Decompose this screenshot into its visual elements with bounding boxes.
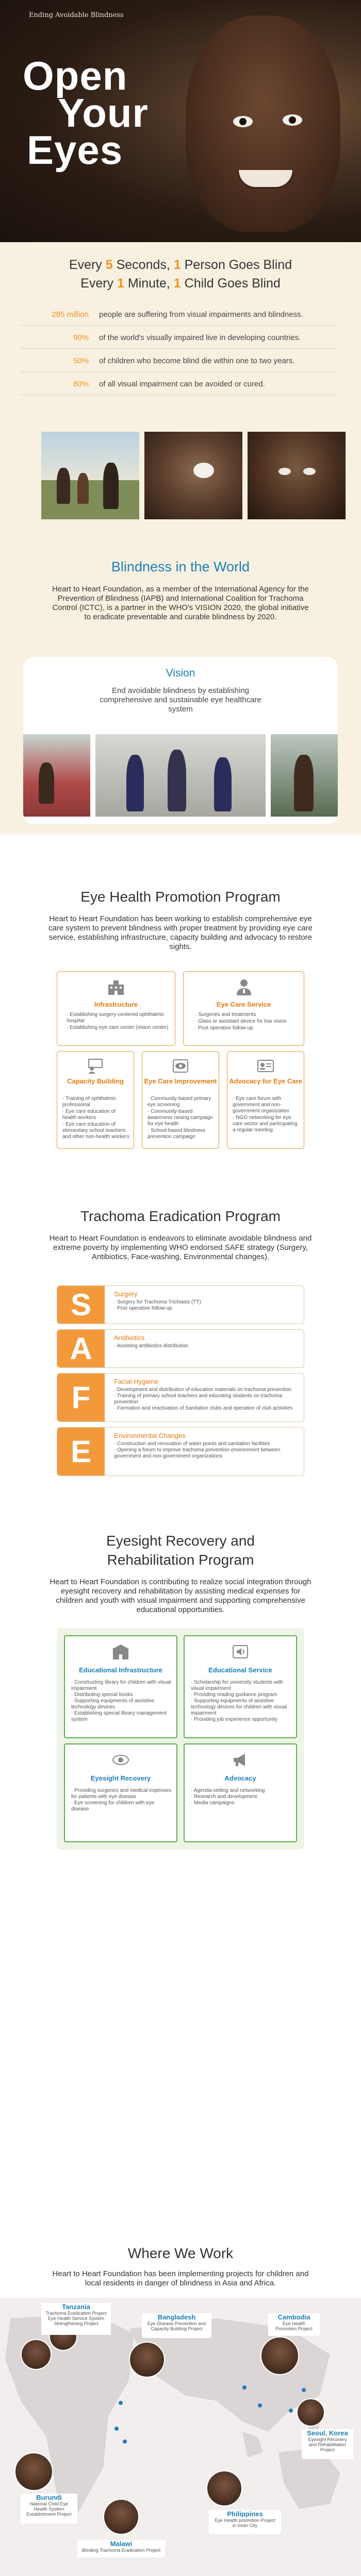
eye-icon xyxy=(111,1751,130,1769)
country-name: Burundi xyxy=(36,2494,62,2501)
stat-value: 90% xyxy=(73,333,89,342)
photo-village-children xyxy=(41,432,139,519)
country-project: Eye Health xyxy=(282,2321,306,2326)
recovery-text: Heart to Heart Foundation is contributing to realize social integration through eyesight recovery and rehabilitation by assisting medical expenses for children and youth with visual impairment and supporting comprehensive educational opportunities. xyxy=(50,1578,311,1614)
country-project: Establishment Project xyxy=(26,2512,72,2517)
promotion-card-infrastructure xyxy=(57,971,175,1046)
list-item: · Establishing special library management system xyxy=(71,1710,167,1722)
card-list xyxy=(191,1788,292,1806)
list-item: · Eye care forum with government and non-government organization xyxy=(233,1096,290,1114)
country-name: Philippines xyxy=(227,2510,263,2518)
country-name: Malawi xyxy=(110,2540,133,2548)
country-project: Trachoma Eradication Project xyxy=(45,2311,107,2316)
card-title: Educational Infrastructure xyxy=(79,1666,162,1674)
country-philippines xyxy=(209,2510,281,2534)
vision-photo-center xyxy=(95,734,266,817)
safe-head: Environmental Changes xyxy=(114,1432,186,1439)
country-seoul-korea xyxy=(302,2429,353,2459)
list-item: · Providing surgeries and medical expenses for patients with eye disease xyxy=(71,1788,171,1800)
stat-text: people are suffering from visual impairments and blindness. xyxy=(99,310,303,319)
card-title: Capacity Building xyxy=(67,1077,124,1085)
card-title: Advocacy xyxy=(224,1774,256,1782)
list-item: · Research and development xyxy=(191,1794,257,1800)
pin-tanzania xyxy=(119,2401,123,2405)
list-item: · Surgeries and treatments xyxy=(195,1012,256,1018)
vision-title: Vision xyxy=(166,667,195,679)
country-project: and Rehabilitation xyxy=(308,2442,347,2447)
trachoma-title: Trachoma Eradication Program xyxy=(80,1208,281,1224)
list-item: · Training of ophthalmic professional xyxy=(62,1096,116,1108)
card-list xyxy=(62,1096,130,1141)
card-list xyxy=(71,1680,172,1723)
pin-malawi xyxy=(123,2439,127,2444)
bangladesh-photo xyxy=(129,2342,165,2378)
building-icon xyxy=(111,1642,130,1661)
card-title: Eye Care Service xyxy=(216,1001,271,1008)
country-project: Eye Health Service System xyxy=(47,2316,105,2321)
card-title: Infrastructure xyxy=(94,1001,138,1008)
list-item: · School-based blindness prevention campaign xyxy=(147,1128,206,1140)
pin-cambodia xyxy=(258,2403,262,2408)
hero-banner xyxy=(0,0,361,242)
list-item: · Glass or assistant device for low vision xyxy=(195,1019,287,1024)
cambodia-photo xyxy=(260,2336,299,2375)
safe-head: Antibiotics xyxy=(114,1334,145,1342)
country-burundi xyxy=(21,2494,77,2523)
hero-title-line-1: Open xyxy=(23,53,128,98)
safe-head: Facial Hygiene xyxy=(114,1378,158,1385)
country-project: Eye Disease Prevention and xyxy=(147,2321,206,2326)
stat-value: 285 million xyxy=(52,310,89,319)
vision-photo-right xyxy=(271,734,338,817)
burundi-photo xyxy=(14,2452,53,2491)
list-item: · Construction and renovation of water points and sanitation facilities xyxy=(114,1441,270,1447)
photo-child-closeup xyxy=(248,432,346,519)
where-text: Heart to Heart Foundation has been implementing projects for children and local residents in danger of blindness in Asia and Africa. xyxy=(52,2269,309,2287)
safe-head: Surgery xyxy=(114,1290,138,1298)
list-item: · Scholarship for university students with visual impairment xyxy=(191,1680,283,1691)
list-item: · Development and distribution of education materials on trachoma prevention xyxy=(114,1387,292,1393)
promotion-card-capacity-building xyxy=(57,1051,134,1149)
malawi-photo xyxy=(103,2499,139,2535)
card-list xyxy=(147,1096,216,1141)
philippines-photo xyxy=(206,2470,242,2506)
recovery-title-line-1: Eyesight Recovery and xyxy=(106,1533,255,1549)
recovery-card-educational-service xyxy=(184,1635,297,1738)
safe-letter: A xyxy=(57,1330,105,1367)
pin-bangladesh xyxy=(242,2385,247,2389)
safe-letter: F xyxy=(57,1374,105,1421)
hero-title-line-2: Your xyxy=(58,90,149,135)
recovery-card-grid xyxy=(57,1628,304,1850)
country-project: National Child Eye xyxy=(29,2501,69,2506)
card-title: Advocacy for Eye Care xyxy=(229,1077,302,1085)
country-project: Promotion Project xyxy=(275,2326,313,2331)
doctor-icon xyxy=(235,978,253,996)
tanzania-photo xyxy=(21,2339,52,2370)
speaker-icon xyxy=(231,1642,250,1661)
hero-eye-right xyxy=(283,114,302,126)
promotion-card-advocacy xyxy=(227,1051,304,1149)
blindness-world-text: Heart to Heart Foundation, as a member of the International Agency for the Prevention of Blindness (IAPB) and International Coalition for Trachoma Control (ICTC), is a partner in the WHO's VISION 2020, the global initiative to eradicate preventable and curable blindness by 2020. xyxy=(52,585,309,621)
trachoma-text: Heart to Heart Foundation is endeavors to eliminate avoidable blindness and extreme poverty by implementing WHO endorsed SAFE strategy (Surgery, Antibiotics, Face-washing, Environmental changes). xyxy=(49,1234,312,1261)
hero-title-line-3: Eyes xyxy=(27,127,123,173)
stat-value: 50% xyxy=(73,357,89,365)
safe-list xyxy=(114,1343,297,1349)
safe-list xyxy=(114,1299,297,1312)
country-project: Eye Health promotion Project xyxy=(215,2518,275,2523)
safe-list xyxy=(114,1387,297,1412)
safe-letter: S xyxy=(57,1286,105,1324)
recovery-card-eyesight-recovery xyxy=(64,1743,177,1842)
list-item: · Post operative follow-up xyxy=(195,1025,253,1031)
card-list xyxy=(233,1096,301,1134)
country-tanzania xyxy=(41,2303,111,2335)
blindness-world-title: Blindness in the World xyxy=(111,559,250,574)
stat-text: of the world's visually impaired live in developing countries. xyxy=(99,333,301,342)
pin-philippines xyxy=(289,2409,293,2413)
hero-eye-left xyxy=(233,116,253,127)
safe-row-environmental-changes xyxy=(57,1427,304,1476)
stat-text: of all visual impairment can be avoided or cured. xyxy=(99,380,265,388)
teacher-icon xyxy=(86,1057,105,1075)
country-name: Cambodia xyxy=(277,2313,310,2321)
eye-icon xyxy=(171,1057,190,1075)
list-item: · Surgery for Trachoma Trichiasis (TT) xyxy=(114,1299,201,1305)
list-item: · Eye care education of elementary school teachers and other non-health workers xyxy=(62,1122,130,1140)
world-map xyxy=(0,2298,361,2576)
list-item: · Establishing eye care center (vision center) xyxy=(67,1025,169,1030)
safe-list xyxy=(114,1441,297,1460)
list-item: · Community-based awareness raising campaign for eye health xyxy=(147,1109,213,1127)
list-item: · Eye screening for children with eye disease xyxy=(71,1800,155,1812)
country-cambodia xyxy=(268,2313,320,2336)
country-project: Health System xyxy=(34,2506,64,2512)
list-item: · Post operative follow-up xyxy=(114,1306,172,1311)
card-title: Eye Care Improvement xyxy=(144,1077,217,1085)
promotion-text: Heart to Heart Foundation has been working to establish comprehensive eye care system to prevent blindness with proper treatment by providing eye care service, establishing infrastructure, capacity building and advocacy to restore sights. xyxy=(48,914,313,951)
list-item: · Assisting antibiotics distribution xyxy=(114,1343,188,1349)
where-title: Where We Work xyxy=(127,2245,234,2261)
country-project: in Inner City xyxy=(232,2523,258,2528)
card-list xyxy=(71,1788,172,1812)
card-title: Educational Service xyxy=(208,1666,272,1674)
list-item: · Formation and reactivation of Sanitation clubs and operation of club activities xyxy=(114,1405,293,1411)
list-item: · Providing job experience opportunity xyxy=(191,1717,277,1722)
safe-row-surgery xyxy=(57,1285,304,1324)
list-item: · NGO networking for eye care sector and participating a regular meeting xyxy=(233,1115,298,1133)
country-malawi xyxy=(77,2540,165,2557)
list-item: · Agenda-setting and networking xyxy=(191,1788,265,1793)
list-item: · Eye care education of health workers xyxy=(62,1109,116,1121)
country-bangladesh xyxy=(142,2313,211,2338)
safe-row-antibiotics xyxy=(57,1329,304,1368)
list-item: · Community-based primary eye screening xyxy=(147,1096,211,1108)
card-list xyxy=(195,1012,298,1032)
recovery-card-educational-infrastructure xyxy=(64,1635,177,1738)
country-name: Seoul, Korea xyxy=(307,2429,348,2437)
stat-row xyxy=(21,328,335,349)
recovery-title-line-2: Rehabilitation Program xyxy=(107,1552,254,1568)
card-title: Eyesight Recovery xyxy=(90,1774,151,1782)
stat-row xyxy=(21,351,335,372)
promotion-card-eye-care-improvement xyxy=(142,1051,219,1149)
recovery-card-advocacy xyxy=(184,1743,297,1842)
list-item: · Constructing library for children with visual impairment xyxy=(71,1680,171,1691)
country-project: Capacity Building Project xyxy=(151,2326,203,2331)
stat-text: of children who become blind die within one to two years. xyxy=(99,357,295,365)
stat-headline-1: Every 5 Seconds, 1 Person Goes Blind xyxy=(69,258,292,272)
vision-photo-left xyxy=(23,734,90,817)
stat-value: 80% xyxy=(73,380,89,388)
vision-box xyxy=(23,657,338,824)
country-name: Tanzania xyxy=(62,2303,90,2311)
list-item: · Opening a forum to improve trachoma prevention environment between government and non-government organizations xyxy=(114,1447,281,1459)
hero-child-photo xyxy=(186,15,340,232)
list-item: · Training of primary school teachers and educating students on trachoma prevention xyxy=(114,1393,283,1405)
country-project: Blinding Trachoma Eradication Project xyxy=(81,2548,161,2553)
vision-text: End avoidable blindness by establishing comprehensive and sustainable eye healthcare system xyxy=(100,686,261,714)
promotion-card-eye-care-service xyxy=(183,971,304,1046)
building-icon xyxy=(107,978,125,996)
country-name: Bangladesh xyxy=(157,2313,196,2321)
list-item: · Supporting equipments of assistive technology devices xyxy=(71,1698,155,1710)
card-list xyxy=(67,1012,170,1031)
stat-row xyxy=(21,375,335,395)
list-item: · Media campaigns xyxy=(191,1800,235,1806)
list-item: · Distributing special books xyxy=(71,1692,133,1698)
photo-eye-patient xyxy=(144,432,242,519)
list-item: · Supporting equipments of assistive technology devices for children with visual impairment xyxy=(191,1698,287,1716)
id-card-icon xyxy=(256,1057,275,1075)
pin-burundi xyxy=(114,2427,119,2431)
country-project: Project xyxy=(320,2447,335,2452)
country-project: Strengthening Project xyxy=(54,2321,99,2326)
pin-korea xyxy=(302,2388,306,2392)
list-item: · Providing reading guidance program xyxy=(191,1692,277,1698)
stat-row xyxy=(21,305,335,326)
list-item: · Establishing surgery-centered ophthalmic hospital xyxy=(67,1012,165,1024)
megaphone-icon xyxy=(231,1751,250,1769)
stat-headline-2: Every 1 Minute, 1 Child Goes Blind xyxy=(80,276,281,291)
safe-row-facial-hygiene xyxy=(57,1373,304,1422)
card-list xyxy=(191,1680,292,1723)
hero-tagline: Ending Avoidable Blindness xyxy=(29,11,124,19)
country-project: Eyesight Recovery xyxy=(308,2437,347,2442)
korea-photo xyxy=(297,2398,325,2427)
promotion-title: Eye Health Promotion Program xyxy=(80,889,281,905)
safe-letter: E xyxy=(57,1428,105,1476)
